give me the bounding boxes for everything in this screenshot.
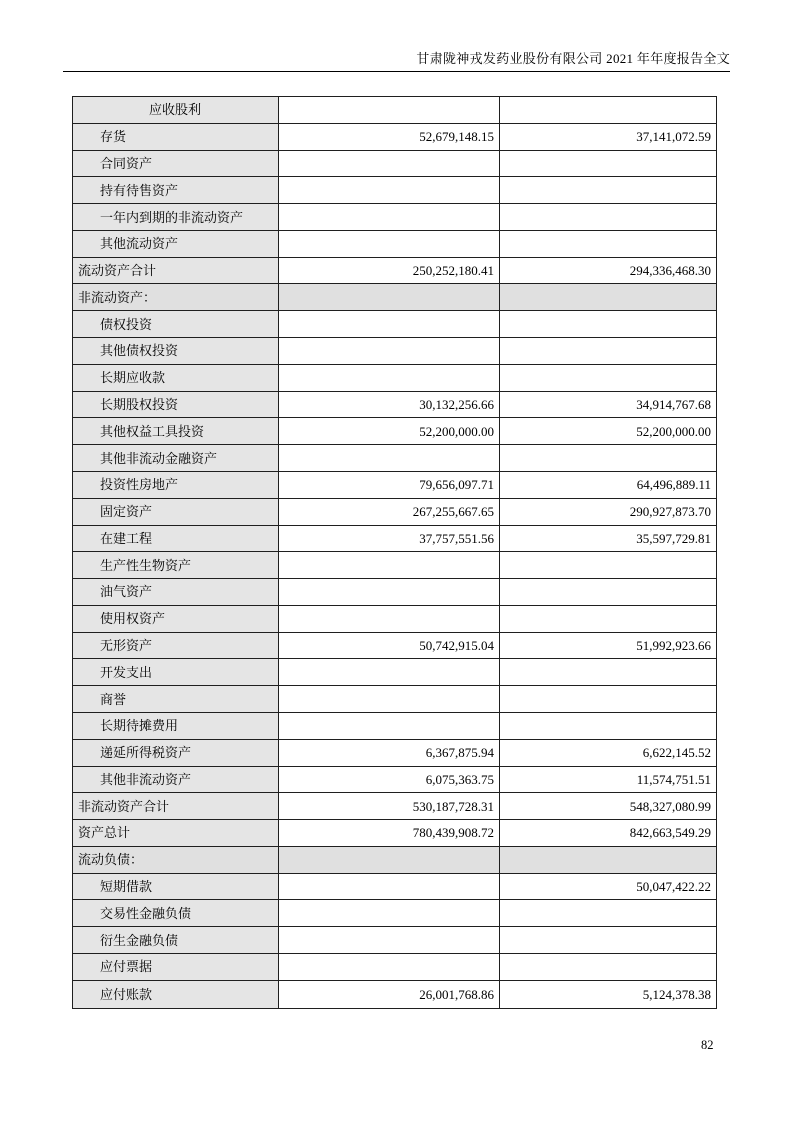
row-value-previous — [500, 365, 716, 391]
row-value-current — [279, 927, 500, 953]
header-rule — [63, 71, 730, 72]
table-row — [73, 981, 716, 1008]
row-label: 持有待售资产 — [73, 177, 279, 203]
row-value-previous — [500, 311, 716, 337]
table-row — [73, 820, 716, 847]
row-label: 固定资产 — [73, 499, 279, 525]
page-number: 82 — [701, 1038, 714, 1052]
table-row — [73, 793, 716, 820]
row-value-current: 26,001,768.86 — [279, 981, 500, 1008]
row-value-current — [279, 954, 500, 980]
row-label: 流动负债： — [73, 847, 279, 873]
row-label: 应收股利 — [73, 97, 279, 123]
table-row — [73, 124, 716, 151]
row-value-current: 530,187,728.31 — [279, 793, 500, 819]
row-value-previous — [500, 204, 716, 230]
row-value-current: 37,757,551.56 — [279, 526, 500, 552]
table-row — [73, 151, 716, 178]
table-row — [73, 767, 716, 794]
row-label: 无形资产 — [73, 633, 279, 659]
row-value-current — [279, 311, 500, 337]
table-row — [73, 338, 716, 365]
row-label: 投资性房地产 — [73, 472, 279, 498]
table-row — [73, 231, 716, 258]
row-label: 长期股权投资 — [73, 392, 279, 418]
row-value-previous — [500, 151, 716, 177]
row-value-previous: 11,574,751.51 — [636, 771, 711, 787]
row-value-previous — [500, 177, 716, 203]
row-value-previous — [500, 284, 716, 310]
row-label: 其他债权投资 — [73, 338, 279, 364]
table-row — [73, 392, 716, 419]
row-value-current: 52,679,148.15 — [279, 124, 500, 150]
row-value-current: 250,252,180.41 — [279, 258, 500, 284]
row-label: 债权投资 — [73, 311, 279, 337]
table-row — [73, 927, 716, 954]
row-value-current — [279, 874, 500, 900]
row-label: 在建工程 — [73, 526, 279, 552]
row-value-previous — [500, 847, 716, 873]
row-value-current — [279, 204, 500, 230]
table-row — [73, 365, 716, 392]
row-value-current: 267,255,667.65 — [279, 499, 500, 525]
row-value-current — [279, 659, 500, 685]
table-row — [73, 177, 716, 204]
balance-sheet-table — [72, 96, 717, 1009]
row-value-current — [279, 847, 500, 873]
table-row — [73, 713, 716, 740]
row-value-previous: 51,992,923.66 — [636, 638, 711, 654]
table-row — [73, 526, 716, 553]
row-label: 长期应收款 — [73, 365, 279, 391]
row-value-current: 52,200,000.00 — [279, 418, 500, 444]
row-value-current: 50,742,915.04 — [279, 633, 500, 659]
table-row — [73, 552, 716, 579]
row-label: 流动资产合计 — [73, 258, 279, 284]
row-value-previous — [500, 686, 716, 712]
row-label: 递延所得税资产 — [73, 740, 279, 766]
row-value-current: 6,075,363.75 — [279, 767, 500, 793]
document-header-title: 甘肃陇神戎发药业股份有限公司 2021 年年度报告全文 — [416, 51, 730, 66]
table-row — [73, 633, 716, 660]
row-value-previous — [500, 97, 716, 123]
row-value-current — [279, 151, 500, 177]
row-value-current — [279, 338, 500, 364]
row-value-previous: 5,124,378.38 — [642, 986, 711, 1002]
row-value-current — [279, 177, 500, 203]
row-value-previous — [500, 552, 716, 578]
table-row — [73, 97, 716, 124]
row-label: 合同资产 — [73, 151, 279, 177]
row-value-previous: 842,663,549.29 — [629, 825, 711, 841]
row-value-previous: 50,047,422.22 — [636, 879, 711, 895]
row-label: 使用权资产 — [73, 606, 279, 632]
table-row — [73, 418, 716, 445]
row-value-previous — [500, 445, 716, 471]
row-label: 长期待摊费用 — [73, 713, 279, 739]
row-value-previous — [500, 713, 716, 739]
table-row — [73, 874, 716, 901]
row-label: 非流动资产： — [73, 284, 279, 310]
table-row — [73, 472, 716, 499]
table-row — [73, 311, 716, 338]
row-value-current — [279, 284, 500, 310]
row-value-previous — [500, 579, 716, 605]
row-value-current — [279, 900, 500, 926]
table-row — [73, 204, 716, 231]
row-label: 一年内到期的非流动资产 — [73, 204, 279, 230]
row-label: 应付票据 — [73, 954, 279, 980]
row-value-previous: 37,141,072.59 — [636, 129, 711, 145]
row-label: 其他非流动资产 — [73, 767, 279, 793]
row-value-current — [279, 686, 500, 712]
row-value-previous — [500, 231, 716, 257]
table-row — [73, 258, 716, 285]
table-row — [73, 954, 716, 981]
row-label: 油气资产 — [73, 579, 279, 605]
row-value-previous: 34,914,767.68 — [636, 396, 711, 412]
table-row — [73, 659, 716, 686]
row-value-previous — [500, 338, 716, 364]
row-value-current — [279, 97, 500, 123]
row-value-previous — [500, 927, 716, 953]
row-value-current — [279, 445, 500, 471]
row-label: 短期借款 — [73, 874, 279, 900]
table-row — [73, 499, 716, 526]
row-label: 开发支出 — [73, 659, 279, 685]
row-value-previous: 35,597,729.81 — [636, 530, 711, 546]
row-label: 资产总计 — [73, 820, 279, 846]
row-value-current: 780,439,908.72 — [279, 820, 500, 846]
row-value-current: 79,656,097.71 — [279, 472, 500, 498]
row-value-previous: 294,336,468.30 — [629, 263, 711, 279]
table-row — [73, 740, 716, 767]
row-value-previous: 6,622,145.52 — [642, 745, 711, 761]
row-label: 商誉 — [73, 686, 279, 712]
table-row — [73, 900, 716, 927]
row-value-previous: 52,200,000.00 — [636, 423, 711, 439]
row-value-previous: 64,496,889.11 — [636, 477, 711, 493]
table-row — [73, 606, 716, 633]
row-value-previous — [500, 659, 716, 685]
row-label: 衍生金融负债 — [73, 927, 279, 953]
row-label: 其他非流动金融资产 — [73, 445, 279, 471]
row-label: 交易性金融负债 — [73, 900, 279, 926]
row-value-previous: 548,327,080.99 — [629, 798, 711, 814]
table-row — [73, 686, 716, 713]
table-row — [73, 284, 716, 311]
row-label: 非流动资产合计 — [73, 793, 279, 819]
table-row — [73, 579, 716, 606]
row-value-current — [279, 606, 500, 632]
row-label: 其他流动资产 — [73, 231, 279, 257]
row-value-current — [279, 231, 500, 257]
row-label: 生产性生物资产 — [73, 552, 279, 578]
row-value-previous — [500, 900, 716, 926]
row-value-previous — [500, 606, 716, 632]
row-value-previous: 290,927,873.70 — [629, 504, 711, 520]
row-value-current — [279, 579, 500, 605]
row-value-current — [279, 365, 500, 391]
row-label: 应付账款 — [73, 981, 279, 1008]
row-value-current: 30,132,256.66 — [279, 392, 500, 418]
row-value-previous — [500, 954, 716, 980]
row-value-current — [279, 713, 500, 739]
table-row — [73, 445, 716, 472]
row-label: 存货 — [73, 124, 279, 150]
table-row — [73, 847, 716, 874]
row-value-current: 6,367,875.94 — [279, 740, 500, 766]
row-label: 其他权益工具投资 — [73, 418, 279, 444]
row-value-current — [279, 552, 500, 578]
